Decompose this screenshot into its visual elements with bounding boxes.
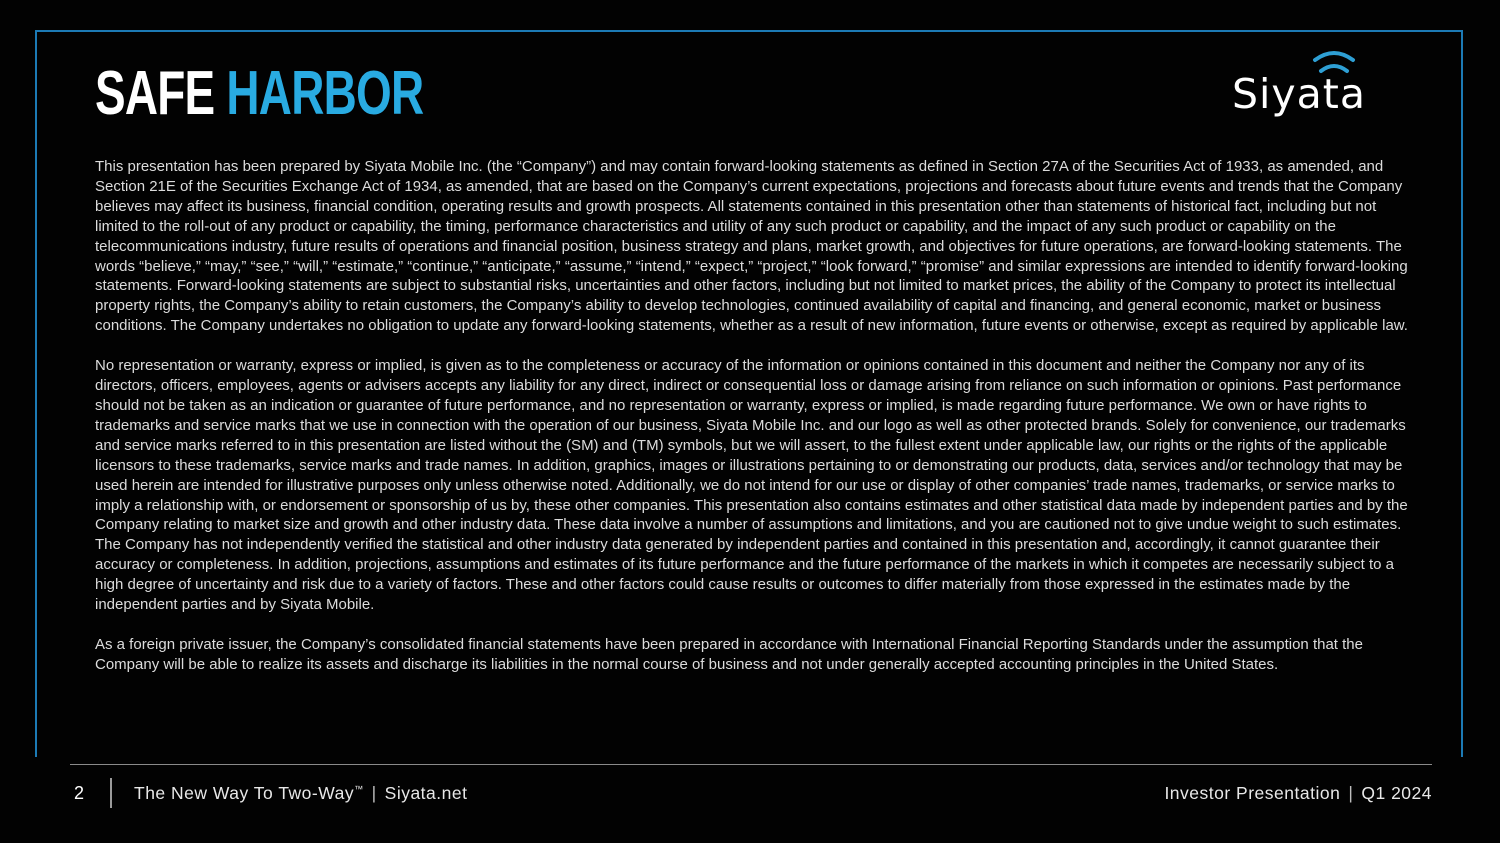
disclaimer-paragraph-2: No representation or warranty, express or implied, is given as to the completeness or accuracy of the information or opinions contained in this document and neither the Company nor any of its directors, officers, employees, agents or advisers accepts any liability for any direct, indirect or consequential loss or damage arising from reliance on such information or opinions. Past performance should not be taken as an indication or guarantee of future performance, and no representation or warranty, express or implied, is made regarding future performance. We own or have rights to trademarks and service marks that we use in connection with the operation of our business, Siyata Mobile Inc. and our logo as well as other protected brands. Solely for convenience, our trademarks and service marks referred to in this presentation are listed without the (SM) and (TM) symbols, but we will assert, to the fullest extent under applicable law, our rights or the rights of the applicable licensors to these trademarks, service marks and trade names. In addition, graphics, images or illustrations pertaining to or demonstrating our products, data, services and/or technology that may be used herein are intended for illustrative purposes only unless otherwise noted. Additionally, we do not intend for our use or display of other companies’ trade names, trademarks, or service marks to imply a relationship with, or endorsement or sponsorship of us by, these other companies. This presentation also contains estimates and other statistical data made by independent parties and by the Company relating to market size and growth and other industry data. These data involve a number of assumptions and limitations, and you are cautioned not to give undue weight to such estimates. The Company has not independently verified the statistical and other industry data generated by independent parties and contained in this presentation and, accordingly, it cannot guarantee their accuracy or completeness. In addition, projections, assumptions and estimates of its future performance and the future performance of the markets in which it competes are necessarily subject to a high degree of uncertainty and risk due to a variety of factors. These and other factors could cause results or outcomes to differ materially from those expressed in the estimates made by the independent parties and by Siyata Mobile. [95, 357, 1408, 614]
footer-tagline [134, 783, 467, 804]
footer-vertical-separator [110, 778, 112, 808]
trademark-symbol: ™ [354, 783, 364, 794]
title-word-safe: SAFE [95, 59, 215, 128]
tagline-text: The New Way To Two-Way [134, 782, 355, 803]
quarter-label: Q1 2024 [1361, 782, 1432, 803]
presentation-label: Investor Presentation [1164, 782, 1341, 803]
title-word-harbor: HARBOR [226, 59, 424, 128]
page-number: 2 [73, 782, 84, 803]
siyata-logo [1232, 50, 1402, 120]
footer-right-pipe: | [1348, 782, 1354, 803]
page-title [95, 58, 423, 129]
footer-left [70, 778, 467, 808]
footer-divider [70, 764, 1432, 765]
footer [70, 776, 1432, 810]
disclaimer-paragraph-3: As a foreign private issuer, the Company’s consolidated financial statements have been prepared in accordance with International Financial Reporting Standards under the assumption that the Company will be able to realize its assets and discharge its liabilities in the normal course of business and not under generally accepted accounting principles in the United States. [95, 635, 1363, 673]
disclaimer-paragraph-1: This presentation has been prepared by Siyata Mobile Inc. (the “Company”) and may contain forward-looking statements as defined in Section 27A of the Securities Act of 1933, as amended, and Section 21E of the Securities Exchange Act of 1934, as amended, that are based on the Company’s current expectations, projections and forecasts about future events and trends that the Company believes may affect its business, financial condition, operating results and growth prospects. All statements contained in this presentation other than statements of historical fact, including but not limited to the roll-out of any product or capability, the timing, performance characteristics and utility of any such product or capability, and the impact of any such product or capability on the telecommunications industry, future results of operations and financial position, business strategy and plans, market growth, and objectives for future operations, are forward-looking statements. The words “believe,” “may,” “see,” “will,” “estimate,” “continue,” “anticipate,” “assume,” “intend,” “expect,” “project,” “look forward,” “promise” and similar expressions are intended to identify forward-looking statements. Forward-looking statements are subject to substantial risks, uncertainties and other factors, including but not limited to market prices, the ability of the Company to protect its intellectual property rights, the Company’s ability to retain customers, the Company’s ability to develop technologies, continued availability of capital and financing, and general economic, market or business conditions. The Company undertakes no obligation to update any forward-looking statements, whether as a result of new information, future events or otherwise, except as required by applicable law. [95, 158, 1408, 335]
footer-right [1164, 783, 1432, 804]
disclaimer-body [95, 157, 1410, 695]
siyata-logo-text: Siyata [1232, 70, 1367, 118]
tagline-pipe: | [371, 782, 377, 803]
website-text: Siyata.net [384, 782, 468, 803]
